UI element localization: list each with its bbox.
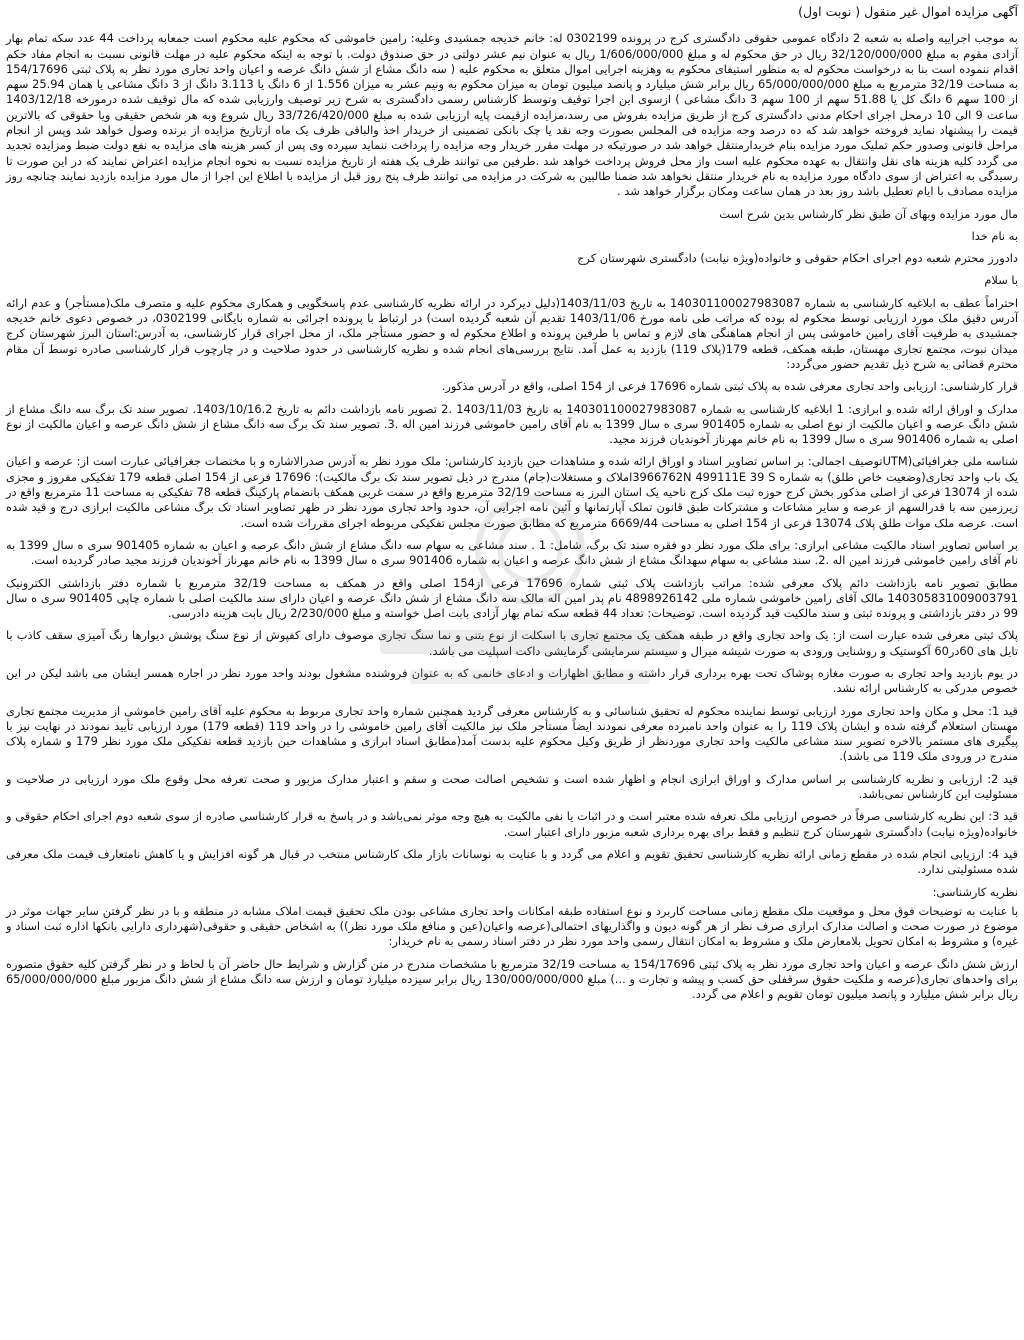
ownership-deeds-paragraph: بر اساس تصاویر اسناد مالکیت مشاعی ابرازی: برای ملک مورد نظر دو فقره سند تک برگ، شامل: 1 . سند مشاعی به سهام سه دانگ مشاع از شش دانگ عرصه و اعیان به شماره 901405 سری ه سال 1399 به نام آقای رامین خاموشی فرزند امین اله .2. سند مشاعی به سهام سهدانگ مشاع از شش دانگ عرصه و اعیان به شماره 901406 سری ه سال 1399 به نام خانم مهرناز آخوندیان فرزند مجید صادر گردیده است. <box>6 537 1018 568</box>
seizure-letter-paragraph: مطابق تصویر نامه بازداشت دائم پلاک معرفی شده: مراتب بازداشت پلاک ثبتی شماره 17696 فرعی از154 اصلی واقع در همکف به مساحت 32/19 مترمربع با شماره دفتر بازداشتی الکترونیک 140305831009003791 مالک آقای رامین خاموشی شماره ملی 4898926142 نام پدر امین اله مالک سه دانگ مشاع از شش دانگ عرصه و اعیان دارای سند مالکیت اصلی با شماره چاپی 901405 سری ه سال 99 در دفتر بازداشتی و پرونده ثبتی و سند مالکیت قید گردیده است. توضیحات: تعداد 44 قطعه سکه تمام بهار آزادی بابت اصل خواسته و مبلغ 2/230/000 ریال بابت هزینه دادرسی. <box>6 575 1019 621</box>
notice-title: آگهی مزایده اموال غیر منقول ( نوبت اول) <box>798 4 1018 19</box>
clause-3-paragraph: قید 3: این نظریه کارشناسی صرفاً در خصوص ارزیابی ملک تعرفه شده معتبر است و در اثبات یا نفی مالکیت به هیچ وجه موثر نمی‌باشد و در پاسخ به قرار کارشناسی صادره از سوی شعبه دوم اجرای احکام حقوقی و خانواده(ویژه نیابت) دادگستری شهرستان کرج تنظیم و فقط برای بهره برداری شعبه مزبور دارای اعتبار است. <box>6 809 1018 839</box>
documents-paragraph: مدارک و اوراق ارائه شده و ابرازی: 1 ابلاغیه کارشناسی به شماره 140301100027983087 به تاریخ 1403/11/03 .2 تصویر نامه بازداشت دائم به تاریخ 1403/10/16.2. تصویر سند تک برگ سه دانگ مشاع از شش دانگ عرصه و اعیان مالکیت از نوع اصلی به شماره 901405 سری ه سال 1399 به نام آقای رامین خاموشی فرزند امین اله .3. تصویر سند تک برگ سه دانگ مشاع از شش دانگ عرصه و اعیان مالکیت از نوع اصلی به شماره 901406 سری ه سال 1399 به نام خانم مهرناز آخوندیان فرزند مجید. <box>6 401 1019 447</box>
addressee: دادورز محترم شعبه دوم اجرای احکام حقوقی و خانواده(ویژه نیابت) دادگستری شهرستان کرج <box>577 251 1018 266</box>
expert-opinion-heading: نظریه کارشناسی: <box>932 884 1018 899</box>
property-description-paragraph: شناسه ملی جغرافیائی(UTMتوصیف اجمالی: بر اساس تصاویر اسناد و اوراق ارائه شده و مشاهدات حین بازدید کارشناس: ملک مورد نظر به آدرس صدرالاشاره و با مختصات جغرافیائی عبارت است از: عرصه و اعیان یک باب واحد تجاری(وضعیت خاص طلق) به شماره 3966762N 499111E 39 Sاملاک و مستغلات(جام) مندرج در ذیل تصویر سند تک برگ مالکیت): 17696 فرعی از 154 اصلی قطعه 179 تفکیکی مفروز و مجزی شده از 13074 فرعی از اصلی مذکور بخش کرج حوزه ثبت ملک کرج ناحیه یک استان البرز به مساحت 32/19 مترمربع واقع در سمت غربی همکف بانضمام پارکینگ قطعه 78 تفکیکی به مساحت 11 مترمربع واقع در زیرزمین سه با قدرالسهم از عرصه و سایر مشاعات و مشترکات طبق قانون تملک آپارتمانها و آئین نامه اجرایی آن، حدود واحد تجاری مورد نظر در ظهر تصاویر اسناد تک برگ مشاعی مالکیت ابرازی درج و قید شده است. عرصه ملک موات طلق پلاک 13074 فرعی از 154 اصلی به مساحت 6669/44 مترمربع که مطابق صورت مجلس تفکیکی مربوطه اجرای مقررات شده است. <box>6 454 1018 530</box>
clause-1-paragraph: قید 1: محل و مکان واحد تجاری مورد ارزیابی توسط نماینده محکوم له تحقیق شناسائی و به کارشناس معرفی گردید همچنین شماره واحد تجاری مربوط به محکوم علیه آقای رامین خاموشی از مدیریت مجتمع تجاری مهستان استعلام گرفته شده و ایشان پلاک 119 را به عنوان واحد نامبرده معرفی نمودند ایضاً مستأجر ملک نیز مالکیت آقای رامین خاموشی را در واحد 119 (قطعه 179) مورد ارزیابی تأیید نمودند در نهایت نیز با پیگیری های مستمر بالاخره تصویر سند مشاعی مالکیت واحد تجاری موردنظر از طریق وکیل محکوم علیه بدست آمد(مطابق اسناد ابرازی و مشاهدات حین بازدید قطعه تفکیکی ملک مورد نظر 179 و شماره پلاک مندرج در ورودی ملک 119 می باشد). <box>6 703 1019 764</box>
valuation-paragraph: ارزش شش دانگ عرصه و اعیان واحد تجاری مورد نظر به پلاک ثبتی 154/17696 به مساحت 32/19 مترمربع با مشخصات مندرج در متن گزارش و شرایط حال حاضر آن با لحاظ و در نظر گرفتن کلیه حقوق متصوره برای واحدهای تجاری(عرصه و ملکیت حقوق سرقفلی حق کسب و پیشه و تجارت و ...) مبلغ 130/000/000/000 ریال برابر سیزده میلیارد تومان و ارزش سه دانگ مشاع از شش دانگ مزبور مبلغ 65/000/000/000 ریال برابر شش میلیارد و پانصد میلیون تومان تقویم و اعلام می گردد. <box>6 956 1018 1002</box>
appraisal-heading: مال مورد مزایده وبهای آن طبق نظر کارشناس بدین شرح است <box>719 206 1018 221</box>
unit-specs-paragraph: پلاک ثبتی معرفی شده عبارت است از: یک واحد تجاری واقع در طبقه همکف یک مجتمع تجاری با اسکلت از نوع بتنی و نما سنگ تجاری موصوف دارای کفپوش از نوع سنگ پوشش دیوارها رنگ آمیزی سقف کاذب با تایل های 60در60 آکوستیک و روشنایی ورودی به صورت شیشه میرال و سیستم سرمایشی گرمایشی داکت اسپلیت می باشد. <box>6 628 1018 658</box>
report-intro-paragraph: احتراماً عطف به ابلاغیه کارشناسی به شماره 140301100027983087 به تاریخ 1403/11/03(دلیل دیرکرد در ارائه نظریه کارشناسی عدم پاسخگویی و همکاری محکوم علیه و متصرف ملک(مستأجر) و عدم ارائه آدرس دقیق ملک مورد ارزیابی توسط محکوم له بوده که مراتب طی نامه مورخ 1403/11/06 تقدیم آن شعبه گردیده است) در ارتباط با پرونده اجرائی به شماره بایگانی 0302199، در خصوص دعوی خانم خدیجه جمشیدی به طرفیت آقای رامین خاموشی پس از انجام هماهنگی های لازم و تماس با طرفین پرونده و اطلاع محکوم له و حضور مستأجر ملک، از محل اجرای قرار کارشناسی، به آدرس:استان البرز شهرستان کرج میدان نبوت، مجتمع تجاری مهستان، طبقه همکف، قطعه 179(پلاک 119) بازدید به عمل آمد. نتایج بررسی‌های انجام شده و نظریه کارشناسی در حدود صلاحیت و در چارچوب قرار کارشناسی صادره توسط آن مقام محترم قضائی به شرح ذیل تقدیم حضور می‌گردد: <box>6 295 1018 371</box>
greeting: با سلام <box>984 273 1018 288</box>
clause-4-paragraph: قید 4: ارزیابی انجام شده در مقطع زمانی ارائه نظریه کارشناسی تحقیق تقویم و اعلام می گردد و با عنایت به نوسانات بازار ملک کارشناس منتخب در قبال هر گونه افزایش و یا کاهش نامتعارف قیمت ملک معرفی شده مسئولیتی ندارد. <box>6 846 1018 877</box>
notice-intro-paragraph: به موجب اجراییه واصله به شعبه 2 دادگاه عمومی حقوقی دادگستری کرج در پرونده 0302199 له: خانم خدیجه جمشیدی وعلیه: رامین خاموشی که محکوم علیه محکوم است جمعابه پرداخت 44 عدد سکه تمام بهار آزادی مقوم به مبلغ 32/120/000/000 ریال در حق محکوم له و مبلغ 1/606/000/000 ریال به عنوان نیم عشر دولتی در حق صندوق دولت. با توجه به اینکه محکوم علیه در مهلت قانونی نسبت به انجام مفاد حکم اقدام ننموده است بنا به درخواست محکوم له به منظور استیفای محکوم به وهزینه اجرایی اموال متعلق به محکوم علیه ( سه دانگ مشاع از شش دانگ عرصه و اعیان واحد تجاری مورد نظر به پلاک ثبتی 154/17696 به مساحت 32/19 مترمربع به مبلغ 65/000/000/000 ریال برابر شش میلیارد و پانصد میلیون تومان به میزان محکوم به ونیم عشر به میزان 1.556 از 6 دانگ یا 3.113 دانگ از 3 دانگ مشاعی یا همان 25.94 سهم از 100 سهم 6 دانگ کل یا 51.88 سهم از 100 سهم 3 دانگ مشاعی ) ازسوی این اجرا توقیف وتوسط کارشناس رسمی دادگستری به شرح زیر توصیف وارزیابی شده که مال توقیف شده درمورخه 1403/12/18 ساعت 9 الی 10 درمحل اجرای احکام مدنی دادگستری کرج از طریق مزایده بفروش می رسد،مزایده ازقیمت پایه ارزیابی شده به مبلغ 33/726/420/000 ریال شروع وبه هر شخص حقیقی ویا حقوقی که بالاترین قیمت را پیشنهاد نماید فروخته خواهد شد که ده درصد وجه مزایده فی المجلس بصورت وجه نقد یا چک بانکی تضمینی از خریدار اخذ والباقی ظرف یک ماه ازتاریخ مزایده از برنده وصول خواهد شد وپس از انجام مراحل قانونی وصدور حکم تملیک مورد مزایده بنام خریدارمنتقل خواهد شد در صورتیکه در مهلت مقرر خریدار وجه مزایده را پرداخت ننماید سپرده وی پس از کسر هزینه های مزایده به نفع دولت ضبط ومزایده تجدید می گردد کلیه هزینه های نقل وانتقال به عهده محکوم علیه است واز محل فروش پرداخت خواهد شد .طرفین می توانند ظرف یک هفته از تاریخ مزایده نسبت به نحوه انجام مزایده اعتراض نمایند که در این صورت تا رسیدگی به اعتراض از سوی دادگاه مورد مزایده به نام خریدار منتقل نخواهد شد ضمنا طالبین به شرکت در مزایده می توانند ظرف پنج روز قبل از مزایده با اطلاع این اجرا از مال مورد مزایده بازدید نمایند چنانچه روز مزایده مصادف با ایام تعطیل باشد روز بعد در همان ساعت ومکان برگزار خواهد شد . <box>6 31 1018 199</box>
auction-notice-document <box>6 4 1018 1336</box>
clause-2-paragraph: قید 2: ارزیابی و نظریه کارشناسی بر اساس مدارک و اوراق ابرازی انجام و اظهار شده است و تشخیص اصالت صحت و سقم و اعتبار مدارک مزبور و صحت تعرفه محل وقوع ملک مورد ارزیابی در صلاحیت و مسئولیت این کارشناس نمی‌باشد. <box>6 771 1018 802</box>
basmala: به نام خدا <box>971 228 1018 243</box>
opinion-conditions-paragraph: با عنایت به توضیحات فوق محل و موقعیت ملک مقطع زمانی مساحت کاربرد و نوع استفاده طبقه امکانات واحد تجاری مشاعی بودن ملک تحقیق قیمت املاک مشابه در منطقه و با در نظر گرفتن سایر جهات موثر در موضوع در صورت صحت و اصالت مدارک ابرازی صرف نظر از هر گونه دیون و واگذاریهای احتمالی(عرصه واعیان(عین و منافع ملک مورد نظر)) به اشخاص حقیقی و حقوقی(شهرداری دارایی بانکها اداره ثبت اسناد و غیره) و مشروط به امکان تحویل بلامعارض ملک و مشروط به امکان انتقال رسمی واحد مورد نظر در دفتر اسناد رسمی به نام خریدار: <box>6 903 1018 949</box>
visit-paragraph: در یوم بازدید واحد تجاری به صورت مغازه پوشاک تحت بهره برداری قرار داشته و مطابق اظهارات و ادعای خانمی که به عنوان فروشنده مشغول بودند واحد مورد نظر در اجاره همسر ایشان می باشد لیکن در این خصوص مدرکی به کارشناس ارائه نشد. <box>6 665 1018 696</box>
expert-order-paragraph: قرار کارشناسی: ارزیابی واحد تجاری معرفی شده به پلاک ثبتی شماره 17696 فرعی از 154 اصلی، واقع در آدرس مذکور. <box>441 379 1018 394</box>
